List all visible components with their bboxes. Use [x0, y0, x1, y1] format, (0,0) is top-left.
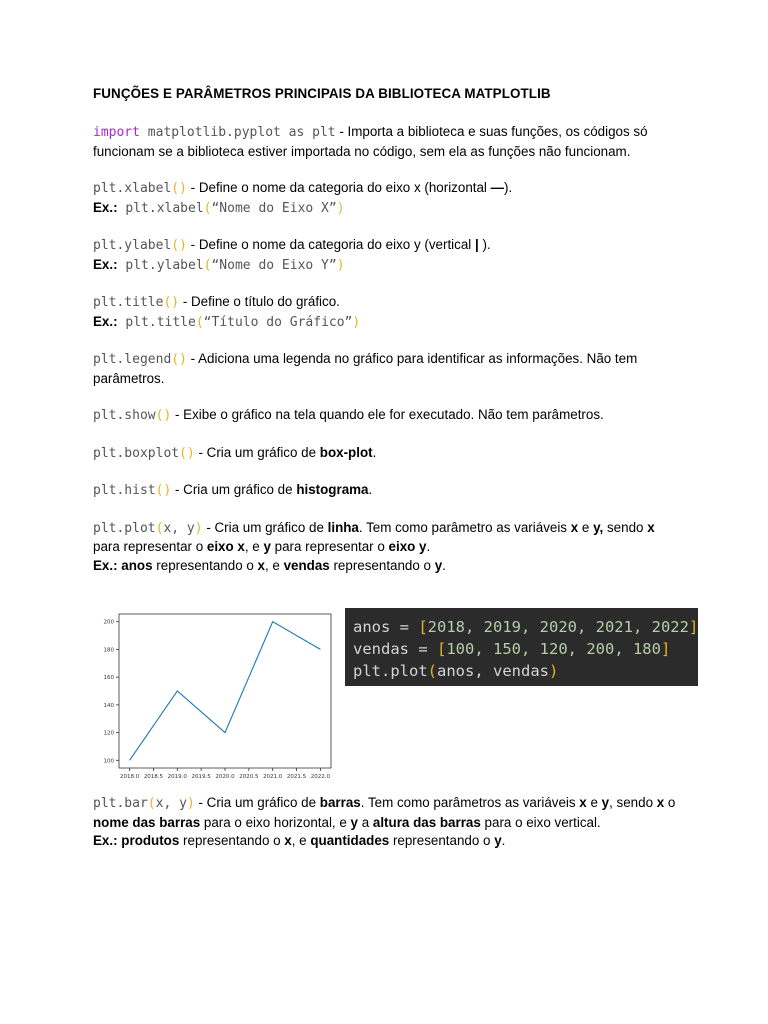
code-values: 100, 150, 120, 200, 180	[446, 640, 661, 658]
paren-open: (	[171, 352, 180, 367]
bar-text: . Tem como parâmetros as variáveis	[360, 795, 580, 810]
code-var: anos =	[353, 618, 419, 636]
x-tick-label: 2018.0	[119, 774, 140, 780]
paren-close: )	[186, 796, 195, 811]
paren-close: )	[179, 352, 187, 367]
import-code: matplotlib.pyplot as plt	[139, 125, 336, 140]
plot-example-bold: anos	[121, 557, 153, 573]
ylabel-description: - Define o nome da categoria do eixo y (vertical	[186, 237, 475, 252]
xlabel-function: plt.xlabel	[93, 181, 172, 196]
bar-bold: altura das barras	[372, 814, 481, 830]
paren-open: (	[147, 796, 156, 811]
plot-text: .	[426, 539, 431, 554]
plot-bold: eixo x	[206, 539, 245, 554]
x-tick-label: 2021.0	[263, 774, 283, 780]
paren-close: )	[336, 200, 345, 216]
title-description: - Define o título do gráfico.	[179, 294, 340, 309]
import-entry	[93, 123, 683, 161]
legend-description: - Adiciona uma legenda no gráfico para identificar as informações. Não tem parâmetros.	[93, 351, 638, 386]
plot-example-row	[93, 608, 703, 783]
boxplot-end: .	[372, 444, 377, 460]
bar-bold: y	[350, 814, 358, 830]
x-tick-label: 2020.0	[215, 774, 235, 780]
title-example-function: plt.title	[117, 314, 196, 330]
data-line	[130, 622, 321, 761]
show-description: - Exibe o gráfico na tela quando ele for executado. Não tem parâmetros.	[171, 407, 604, 422]
plot-text: . Tem como parâmetro as variáveis	[358, 519, 571, 535]
import-description: - Importa a biblioteca e suas funções, os códigos só funcionam se a biblioteca estiver importada no código, sem ela as funções não funcionam.	[93, 124, 648, 159]
bar-bold: barras	[319, 795, 361, 810]
paren-close: )	[171, 295, 180, 310]
bar-text: , sendo	[609, 795, 657, 810]
x-tick-label: 2019.5	[191, 774, 211, 780]
import-keyword: import	[93, 125, 140, 140]
plot-text: e	[578, 519, 594, 535]
x-tick-label: 2022.0	[310, 774, 331, 780]
plot-example-bold: x	[257, 557, 265, 573]
bar-args: x, y	[155, 796, 187, 811]
bar-text: e	[586, 795, 602, 810]
bar-entry	[93, 794, 683, 851]
hist-end: .	[368, 482, 373, 497]
xlabel-entry	[93, 179, 683, 218]
code-bracket: [	[418, 618, 428, 636]
code-function: plt.plot	[353, 662, 428, 680]
code-bracket: ]	[660, 640, 671, 658]
paren-open: (	[195, 314, 204, 330]
plot-bold: eixo y	[388, 539, 427, 554]
bar-text: o	[664, 795, 676, 810]
plot-example-bold: vendas	[283, 557, 330, 573]
plot-bold: y,	[593, 519, 604, 535]
code-paren: (	[427, 662, 437, 680]
paren-open: (	[163, 295, 172, 310]
bar-example-bold: y	[494, 833, 502, 848]
bar-text: para o eixo vertical.	[480, 814, 601, 830]
y-tick-label: 160	[103, 675, 114, 682]
paren-open: (	[203, 257, 212, 273]
bar-example-text: representando o	[389, 833, 495, 848]
ylabel-example-function: plt.ylabel	[117, 257, 204, 273]
y-tick-label: 100	[103, 758, 114, 765]
example-label: Ex.:	[93, 199, 118, 215]
plot-bold: x	[570, 519, 579, 535]
plot-text: para representar o	[270, 539, 389, 554]
boxplot-function: plt.boxplot	[93, 445, 180, 461]
ylabel-description-end: ).	[478, 237, 491, 252]
paren-open: (	[155, 483, 164, 498]
code-args: anos, vendas	[437, 662, 549, 680]
plot-bold: y	[263, 539, 271, 554]
show-entry	[93, 406, 683, 426]
code-bracket: [	[437, 640, 447, 658]
code-snippet	[345, 608, 698, 686]
bar-example-bold: x	[284, 833, 292, 848]
plot-example-text: .	[442, 557, 446, 573]
paren-close: )	[194, 520, 203, 536]
plot-text: - Cria um gráfico de	[202, 519, 328, 535]
code-var: vendas =	[353, 640, 437, 658]
ylabel-example-argument: “Nome do Eixo Y”	[211, 257, 337, 273]
plot-text: sendo	[603, 519, 648, 535]
plot-function: plt.plot	[93, 520, 156, 536]
paren-open: (	[171, 238, 180, 253]
paren-close: )	[163, 408, 172, 423]
paren-close: )	[352, 314, 361, 330]
bar-example-text: representando o	[179, 833, 285, 848]
boxplot-description: - Cria um gráfico de	[194, 444, 320, 460]
title-function: plt.title	[93, 295, 164, 310]
ylabel-function: plt.ylabel	[93, 238, 172, 253]
code-paren: )	[548, 662, 559, 680]
hist-bold: histograma	[296, 482, 369, 497]
xlabel-example-function: plt.xlabel	[117, 200, 204, 216]
paren-close: )	[186, 445, 195, 461]
paren-open: (	[203, 200, 212, 216]
plot-args: x, y	[163, 520, 195, 536]
plot-bold: linha	[327, 519, 359, 535]
xlabel-description: - Define o nome da categoria do eixo x (horizontal	[186, 180, 491, 195]
paren-open: (	[171, 181, 180, 196]
code-values: 2018, 2019, 2020, 2021, 2022	[427, 618, 689, 636]
x-tick-label: 2018.5	[143, 774, 164, 780]
xlabel-example-argument: “Nome do Eixo X”	[211, 200, 337, 216]
bar-bold: x	[656, 795, 665, 810]
legend-function: plt.legend	[93, 352, 172, 367]
bar-text: - Cria um gráfico de	[194, 795, 320, 810]
horizontal-symbol: —	[490, 180, 505, 195]
example-label: Ex.:	[93, 557, 118, 573]
title-example-argument: “Título do Gráfico”	[203, 314, 353, 330]
plot-entry	[93, 519, 683, 576]
example-label: Ex.:	[93, 833, 118, 848]
y-tick-label: 200	[103, 619, 114, 626]
bar-text: para o eixo horizontal, e	[200, 814, 351, 830]
paren-open: (	[179, 445, 187, 461]
code-bracket: ]	[688, 618, 699, 636]
xlabel-description-end: ).	[504, 180, 513, 195]
boxplot-entry	[93, 444, 683, 464]
line-chart	[93, 608, 338, 780]
plot-example-text: representando o	[329, 557, 435, 573]
paren-open: (	[155, 520, 164, 536]
hist-entry	[93, 481, 683, 501]
bar-example-bold: produtos	[121, 833, 180, 848]
title-entry	[93, 293, 683, 332]
bar-bold: nome das barras	[93, 814, 201, 830]
boxplot-bold: box-plot	[319, 444, 373, 460]
example-label: Ex.:	[93, 256, 118, 272]
example-label: Ex.:	[93, 313, 118, 329]
bar-text: a	[358, 814, 373, 830]
plot-example-bold: y	[434, 557, 443, 573]
paren-open: (	[155, 408, 164, 423]
plot-text: para representar o	[93, 539, 207, 554]
ylabel-entry	[93, 236, 683, 275]
bar-bold: x	[579, 795, 587, 810]
plot-text: , e	[244, 539, 264, 554]
paren-close: )	[163, 483, 172, 498]
legend-entry	[93, 350, 683, 388]
bar-example-text: .	[501, 833, 506, 848]
bar-example-bold: quantidades	[310, 833, 390, 848]
plot-example-text: , e	[264, 557, 284, 573]
x-tick-label: 2020.5	[239, 774, 259, 780]
paren-close: )	[336, 257, 345, 273]
y-tick-label: 120	[103, 730, 114, 737]
page-title: FUNÇÕES E PARÂMETROS PRINCIPAIS DA BIBLIOTECA MATPLOTLIB	[93, 86, 551, 101]
x-tick-label: 2021.5	[286, 774, 307, 780]
y-tick-label: 140	[103, 702, 114, 709]
bar-bold: y	[601, 795, 610, 810]
y-tick-label: 180	[103, 647, 114, 654]
plot-example-text: representando o	[152, 557, 258, 573]
hist-description: - Cria um gráfico de	[171, 482, 297, 497]
vertical-symbol: |	[474, 237, 479, 252]
hist-function: plt.hist	[93, 483, 156, 498]
paren-close: )	[179, 238, 187, 253]
paren-close: )	[179, 181, 187, 196]
bar-function: plt.bar	[93, 796, 148, 811]
bar-section	[93, 794, 683, 869]
show-function: plt.show	[93, 408, 156, 423]
document-body	[93, 86, 683, 593]
x-tick-label: 2019.0	[167, 774, 187, 780]
plot-bold: x	[647, 519, 655, 535]
bar-example-text: , e	[291, 833, 311, 848]
